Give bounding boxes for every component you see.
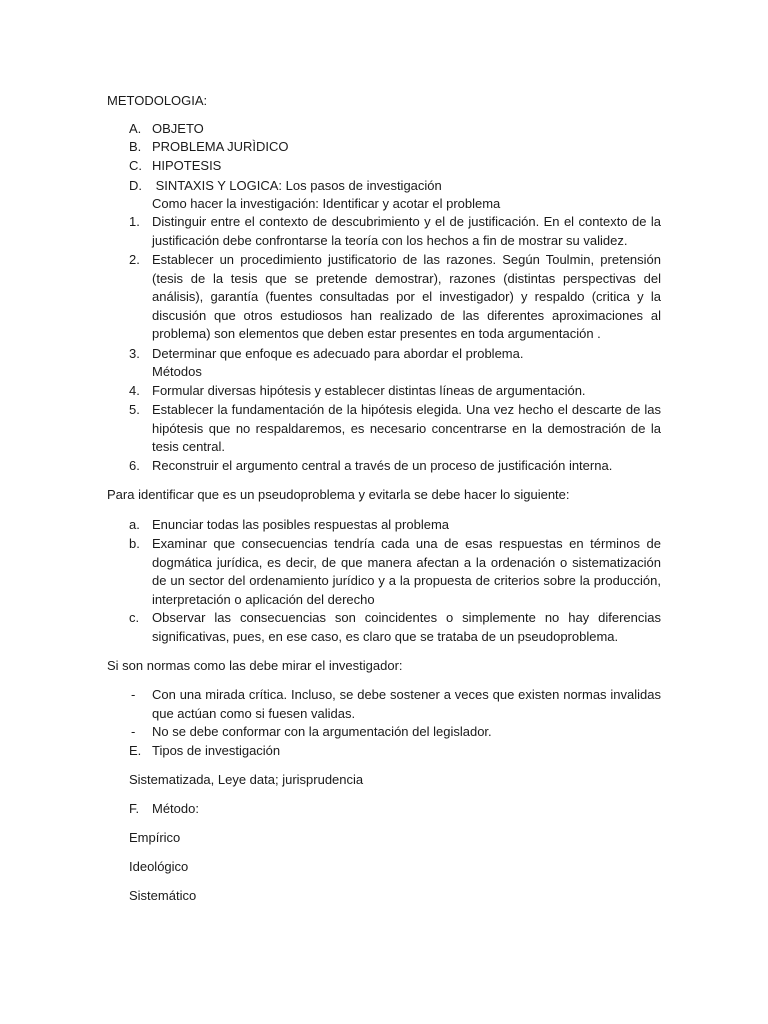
pseudo-marker: b.: [129, 536, 140, 551]
page-heading: METODOLOGIA:: [107, 93, 208, 108]
norms-bullet-1: Con una mirada crítica. Incluso, se debe sostener a veces que existen normas invalidas que actúan como si fuesen validas.: [152, 687, 661, 721]
step-marker: 3.: [129, 346, 140, 361]
bullet-marker: -: [131, 687, 136, 702]
pseudo-step-a: Enunciar todas las posibles respuestas al problema: [152, 517, 450, 532]
list-item-problema: PROBLEMA JURÌDICO: [152, 139, 289, 154]
list-marker: B.: [129, 139, 142, 154]
method-item-empirico: Empírico: [129, 830, 181, 845]
list-item-hipotesis: HIPOTESIS: [152, 158, 222, 173]
methods-label: Métodos: [152, 364, 202, 379]
norms-bullet-2: No se debe conformar con la argumentación del legislador.: [152, 724, 492, 739]
step-marker: 4.: [129, 383, 140, 398]
pseudo-step-c: Observar las consecuencias son coincidentes o simplemente no hay diferencias significativas, pues, en ese caso, es claro que se trataba de un pseudoproblema.: [152, 610, 661, 644]
step-marker: 5.: [129, 402, 140, 417]
how-to-line: Como hacer la investigación: Identificar y acotar el problema: [152, 196, 501, 211]
pseudo-marker: c.: [129, 610, 140, 625]
list-marker: A.: [129, 121, 142, 136]
bullet-marker: -: [131, 724, 136, 739]
section-e-marker: E.: [129, 743, 142, 758]
step-marker: 2.: [129, 252, 140, 267]
section-e-title: Tipos de investigación: [152, 743, 281, 758]
types-line: Sistematizada, Leye data; jurisprudencia: [129, 772, 364, 787]
step-6: Reconstruir el argumento central a través de un proceso de justificación interna.: [152, 458, 613, 473]
list-item-objeto: OBJETO: [152, 121, 204, 136]
pseudo-marker: a.: [129, 517, 140, 532]
pseudo-intro: Para identificar que es un pseudoproblema y evitarla se debe hacer lo siguiente:: [107, 487, 570, 502]
method-item-sistematico: Sistemático: [129, 888, 197, 903]
norms-intro: Si son normas como las debe mirar el investigador:: [107, 658, 403, 673]
pseudo-step-b: Examinar que consecuencias tendría cada una de esas respuestas en términos de dogmática jurídica, es decir, de que manera afectan a la ordenación o sistematización de un sector del ordenamiento jurídico y a la propuesta de criterios sobre la producción, interpretación o aplicación del derecho: [152, 536, 661, 607]
step-3: Determinar que enfoque es adecuado para abordar el problema.: [152, 346, 524, 361]
list-item-sintaxis: SINTAXIS Y LOGICA: Los pasos de investigación: [152, 178, 442, 193]
list-marker: D.: [129, 178, 142, 193]
step-marker: 1.: [129, 214, 140, 229]
section-f-title: Método:: [152, 801, 199, 816]
step-4: Formular diversas hipótesis y establecer distintas líneas de argumentación.: [152, 383, 586, 398]
list-marker: C.: [129, 158, 142, 173]
step-5: Establecer la fundamentación de la hipótesis elegida. Una vez hecho el descarte de las hipótesis que no respaldaremos, es necesario concentrarse en la demostración de la tesis central.: [152, 402, 661, 455]
section-f-marker: F.: [129, 801, 140, 816]
step-2: Establecer un procedimiento justificatorio de las razones. Según Toulmin, pretensión (tesis de la tesis que se pretende demostrar), razones (distintas perspectivas del análisis), garantía (fuentes consultadas por el investigador) y respaldo (critica y la discusión que otros estudiosos han realizado de las diferentes aproximaciones al problema) son elementos que deben estar presentes en toda argumentación .: [152, 252, 661, 342]
step-1: Distinguir entre el contexto de descubrimiento y el de justificación. En el contexto de la justificación debe confrontarse la teoría con los hechos a fin de mostrar su validez.: [152, 214, 661, 248]
step-marker: 6.: [129, 458, 140, 473]
method-item-ideologico: Ideológico: [129, 859, 189, 874]
